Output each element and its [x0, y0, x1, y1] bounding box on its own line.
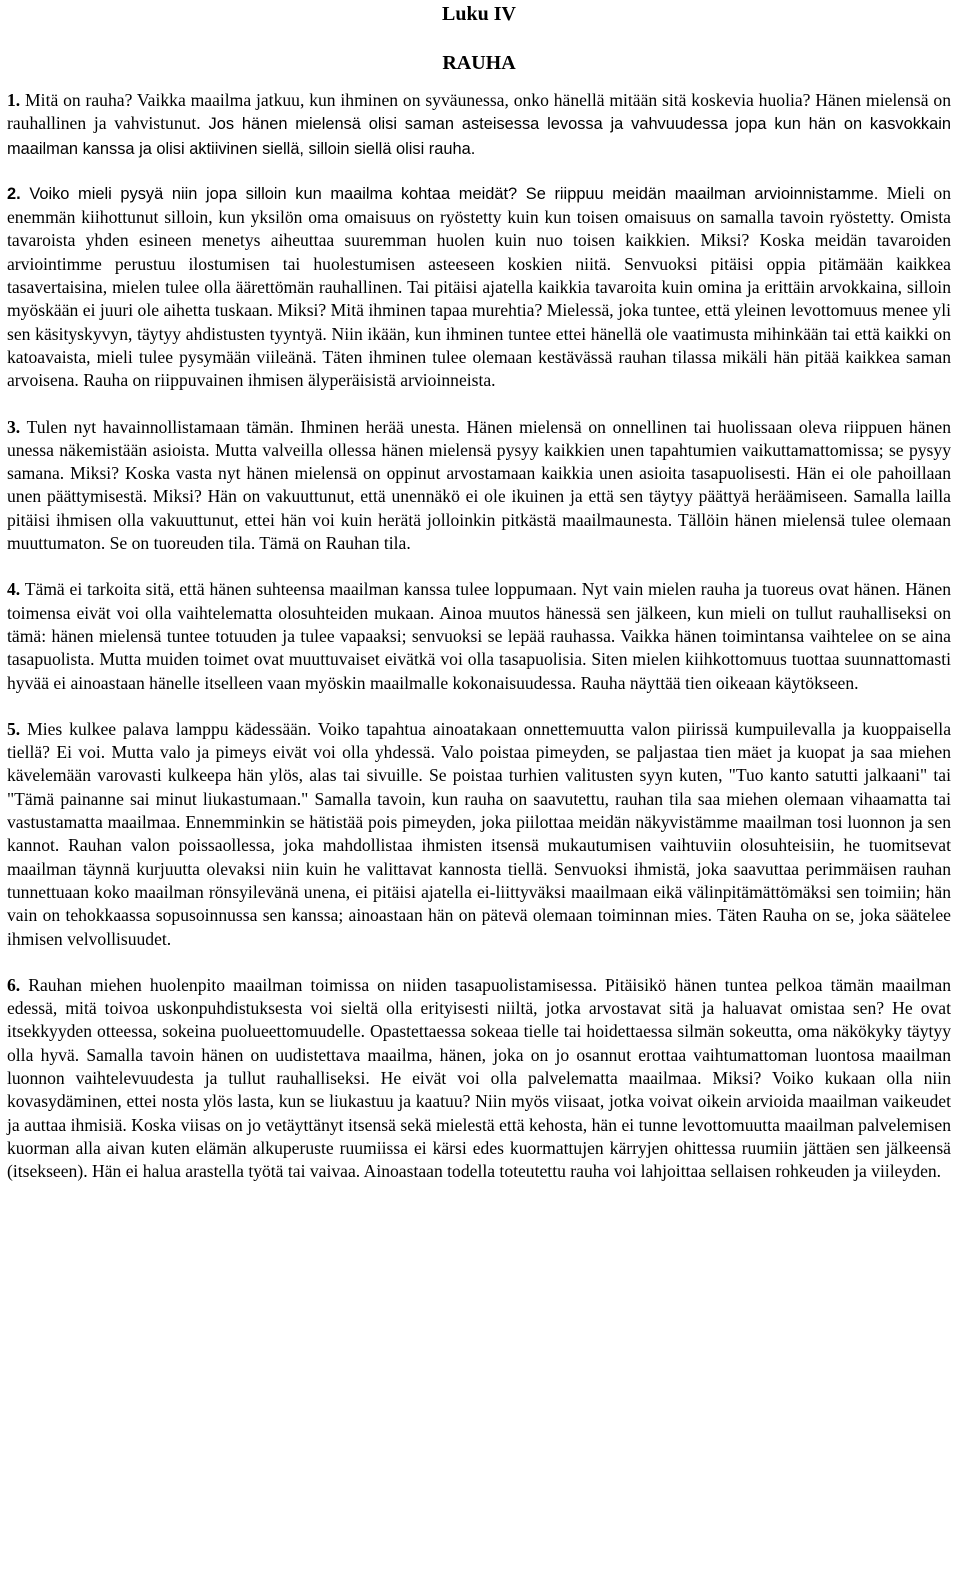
paragraph-text: Mitä on rauha? Vaikka maailma jatkuu, kun ihminen on syväunessa, onko hänellä mitään sitä koskevia huolia? Hänen mielensä on rauhallinen ja vahvistunut. [7, 90, 951, 134]
paragraph-number: 6. [7, 974, 21, 995]
chapter-subtitle: RAUHA [442, 52, 516, 74]
paragraph-number: 1. [7, 90, 21, 110]
paragraph-6 [7, 974, 951, 1184]
paragraph-text: Jos hänen mielensä olisi saman asteisessa levossa ja vahvuudessa jopa kun hän on kasvokkain maailman kanssa ja olisi aktiivinen siellä, silloin siellä olisi rauha. [7, 115, 951, 158]
paragraph-1 [7, 89, 951, 161]
paragraph-5 [7, 718, 951, 951]
paragraph-number: 2. [7, 184, 21, 203]
paragraph-number: 4. [7, 579, 21, 600]
paragraph-number: 3. [7, 416, 21, 437]
paragraph-3 [7, 416, 951, 556]
paragraph-2 [7, 182, 951, 393]
paragraph-text: Voiko mieli pysyä niin jopa silloin kun maailma kohtaa meidät? Se riippuu meidän maailman arvioinnistamme. [20, 184, 879, 203]
paragraph-text: Tulen nyt havainnollistamaan tämän. Ihminen herää unesta. Hänen mielensä on onnellinen tai huolissaan oleva riippuen hänen unessa näkemistään asioista. Mutta valveilla ollessa hänen mielensä pysyy kaikkien unen tapahtumien vaikuttamattomissa; se pysyy samana. Miksi? Koska vasta nyt hänen mielensä on oppinut arvostamaan kaikkia unen asioita tasapuolisesti. Hän ei ole pahoillaan unen päättymisestä. Miksi? Hän on vakuuttunut, että unennäkö ei ole ikuinen ja että sen täytyy päättyä heräämiseen. Samalla lailla pitäisi ihmisen olla vakuuttunut, ettei hän voi kuin herätä jolloinkin pitkästä maailmaunesta. Tällöin hänen mielensä tulee olemaan muuttumaton. Se on tuoreuden tila. Tämä on Rauhan tila. [7, 416, 951, 554]
paragraph-4 [7, 578, 951, 694]
paragraph-number: 5. [7, 718, 21, 739]
document-page [7, 0, 951, 1183]
paragraph-text: Rauhan miehen huolenpito maailman toimissa on niiden tasapuolistamisessa. Pitäisikö hänen tuntea pelkoa tämän maailman edessä, mitä toivoa uskonpuhdistuksesta voi sieltä olla erityisesti niiltä, jotka arvostavat sitä ja haluavat omistaa sen? He ovat itsekkyyden otteessa, sokeina puolueettomuudelle. Opastettaessa sokeaa tielle tai hoidettaessa silmän sokeutta, oma näkökyky täytyy olla hyvä. Samalla tavoin hänen on uudistettava maailma, hänen, joka on jo osannut erottaa vaihtumattoman luontosa maailman luonnon vaihtelevuudesta ja tullut rauhalliseksi. He eivät voi olla palvelematta maailmaa. Miksi? Voiko kukaan olla niin kovasydäminen, ettei nosta ylös lasta, kun se liukastuu ja kaatuu? Niin myös viisaat, jotka voivat oikein arvioida maailman vaikeudet ja auttaa ihmisiä. Koska viisas on jo vetäyttänyt itsensä sekä mielestä että kehosta, hän ei tunne levottomuutta maailman palvelemisen kuorman alla aivan kuten elämän alkuperuste ruumiissa ei kärsi edes kuormattujen kärryjen ohittessa ruumiin jättäen sen jälkeensä (itsekseen). Hän ei halua arastella työtä tai vaivaa. Ainoastaan todella toteutettu rauha voi lahjoittaa sellaisen rohkeuden ja viileyden. [7, 974, 951, 1182]
paragraph-text: Tämä ei tarkoita sitä, että hänen suhteensa maailman kanssa tulee loppumaan. Nyt vain mielen rauha ja tuoreus ovat hänen. Hänen toimensa eivät voi olla vaihtelematta olosuhteiden mukaan. Ainoa muutos hänessä sen jälkeen, kun mieli on tullut rauhalliseksi on tämä: hänen mielensä tuntee totuuden ja tulee vapaaksi; senvuoksi se lepää rauhassa. Vaikka hänen toimintansa vaihtelee on se aina tasapuolista. Mutta muiden toimet ovat muuttuvaiset eivätkä voi olla tasapuolisia. Siten mielen kiihkottomuus tuottaa suunnattomasti hyvää ei ainoastaan hänelle itselleen vaan myöskin maailmalle kokonaisuudessa. Rauha näyttää tien oikeaan käytökseen. [7, 579, 951, 693]
paragraph-text: Mies kulkee palava lamppu kädessään. Voiko tapahtua ainoatakaan onnettemuutta valon piirissä kumpuilevalla ja kuoppaisella tiellä? Ei voi. Mutta valo ja pimeys eivät voi olla yhdessä. Valo poistaa pimeyden, se paljastaa tien mäet ja kuopat ja saa miehen kävelemään varovasti kulkeepa hän ylös, alas tai sivuille. Se poistaa turhien valitusten syyn kuten, "Tuo kanto satutti jalkaani" tai "Tämä painanne sai minut liukastumaan." Samalla tavoin, kun rauha on saavutettu, rauhan tila saa miehen olemaan vihaamatta tai vastustamatta maailmaa. Ennemminkin se hätistää pois pimeyden, joka piilottaa meidän näkyvistämme maailman tosi luonnon ja sen kannot. Rauhan valon poissaollessa, joka mahdollistaa ihmisten itsensä mukautumisen vaihtuviin olosuhteisiin, he tuomitsevat maailman täynnä kurjuutta olevaksi niin kuin he valittavat kannosta tiellä. Senvuoksi ihmistä, joka saavuttaa perimmäisen rauhan tunnettuaan koko maailman rönsyilevänä unena, ei pitäisi ajatella ei-liittyväksi maailmaan eikä välinpitämättömäksi sen toimiin; hän vain on tehokkaassa sopusoinnussa sen kanssa; ainoastaan hän on pätevä olemaan toiminnan mies. Täten Rauha on se, joka säätelee ihmisen velvollisuudet. [7, 718, 951, 949]
chapter-title: Luku IV [442, 3, 516, 25]
paragraph-text: Mieli on enemmän kiihottunut silloin, kun yksilön oma omaisuus on ryöstetty kuin kun toisen omaisuus on samalla tavoin ryöstetty. Omista tavaroista yhden esineen menetys aiheuttaa suuremman huolen kuin nuo toisen kaikkien. Miksi? Koska meidän tavaroiden arviointimme perustuu ilostumisen tai huolestumisen asteeseen koskien niitä. Senvuoksi pitäisi oppia pitämään kaikkea tasavertaisina, mielen tulee olla äärettömän rauhallinen. Tai pitäisi ajatella kaikkia tavaroita kuin omina ja erittäin arvokkaina, silloin myöskään ei juuri ole aihetta tuskaan. Miksi? Mitä ihminen tapaa murehtia? Mielessä, joka tuntee, että yleinen levottomuus menee yli sen käsityskyvyn, täytyy ahdistusten tyyntyä. Niin ikään, kun ihminen tuntee ettei hänellä ole vaatimusta mihinkään tai että kaikki on katoavaista, mieli tulee pysymään viileänä. Täten ihminen tulee olemaan kestävässä rauhan tilassa mikäli hän pitää kaikkea saman arvoisena. Rauha on riippuvainen ihmisen älyperäisistä arvioinneista. [7, 182, 951, 391]
